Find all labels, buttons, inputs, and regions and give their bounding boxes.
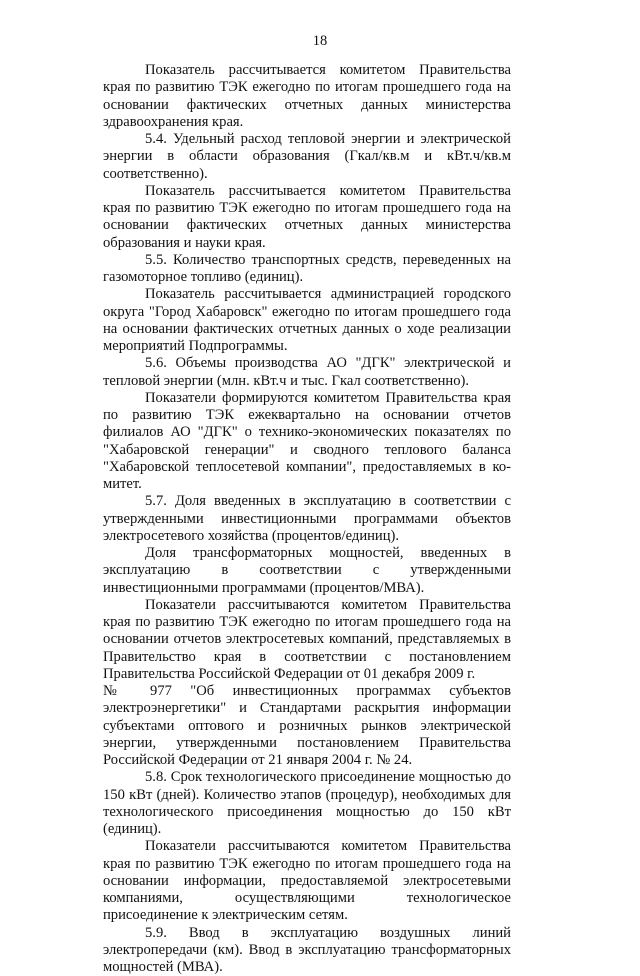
paragraph-indicator-grid-method: Показатели рассчитываются комитетом Правительства края по развитию ТЭК ежегодно по итогам прошедшего года на основании отчетов электросетевых компаний, представляемых в Правительство края в соответствии с постановлением Правительства Российской Федерации от 01 декабря 2009 г. [103,597,511,683]
paragraph-5-5-heading: 5.5. Количество транспортных средств, переведенных на газомоторное топливо (единиц). [103,252,511,287]
document-body [103,62,511,976]
paragraph-indicator-dgk-method: Показатели формируются комитетом Правительства края по развитию ТЭК ежеквартально на основании отчетов филиалов АО "ДГК" о технико-экономических показателях по "Хабаровской генерации" и сводного теплового баланса "Хабаровской теплосетевой компании", предоставляемых в комитет. [103,390,511,494]
paragraph-5-9-heading: 5.9. Ввод в эксплуатацию воздушных линий электропередачи (км). Ввод в эксплуатацию трансформаторных мощностей (МВА). [103,925,511,976]
page-number: 18 [0,33,640,50]
paragraph-transformer-share: Доля трансформаторных мощностей, введенных в эксплуатацию в соответствии с утвержденными инвестиционными программами (процентов/МВА). [103,545,511,597]
paragraph-5-8-heading: 5.8. Срок технологического присоединение мощностью до 150 кВт (дней). Количество этапов (процедур), необходимых для технологического присоединения мощностью до 150 кВт (единиц). [103,769,511,838]
paragraph-5-4-heading: 5.4. Удельный расход тепловой энергии и электрической энергии в области образования (Гкал/кв.м и кВт.ч/кв.м соответственно). [103,131,511,183]
paragraph-regulation-reference: № 977 "Об инвестиционных программах субъектов электроэнергетики" и Стандартами раскрытия информации субъектами оптового и розничных рынков электрической энергии, утвержденными постановлением Правительства Российской Федерации от 21 января 2004 г. № 24. [103,683,511,769]
paragraph-indicator-education-method: Показатель рассчитывается комитетом Правительства края по развитию ТЭК ежегодно по итогам прошедшего года на основании фактических отчетных данных министерства образования и науки края. [103,183,511,252]
paragraph-5-6-heading: 5.6. Объемы производства АО "ДГК" электрической и тепловой энергии (млн. кВт.ч и тыс. Гкал соответственно). [103,355,511,390]
paragraph-indicator-health-method: Показатель рассчитывается комитетом Правительства края по развитию ТЭК ежегодно по итогам прошедшего года на основании фактических отчетных данных министерства здравоохранения края. [103,62,511,131]
paragraph-indicator-connection-method: Показатели рассчитываются комитетом Правительства края по развитию ТЭК ежегодно по итогам прошедшего года на основании информации, предоставляемой электросетевыми компаниями, осуществляющими технологическое присоединение к электрическим сетям. [103,838,511,924]
paragraph-5-7-heading: 5.7. Доля введенных в эксплуатацию в соответствии с утвержденными инвестиционными программами объектов электросетевого хозяйства (процентов/единиц). [103,493,511,545]
paragraph-indicator-transport-method: Показатель рассчитывается администрацией городского округа "Город Хабаровск" ежегодно по итогам прошедшего года на основании фактических отчетных данных о ходе реализации мероприятий Подпрограммы. [103,286,511,355]
